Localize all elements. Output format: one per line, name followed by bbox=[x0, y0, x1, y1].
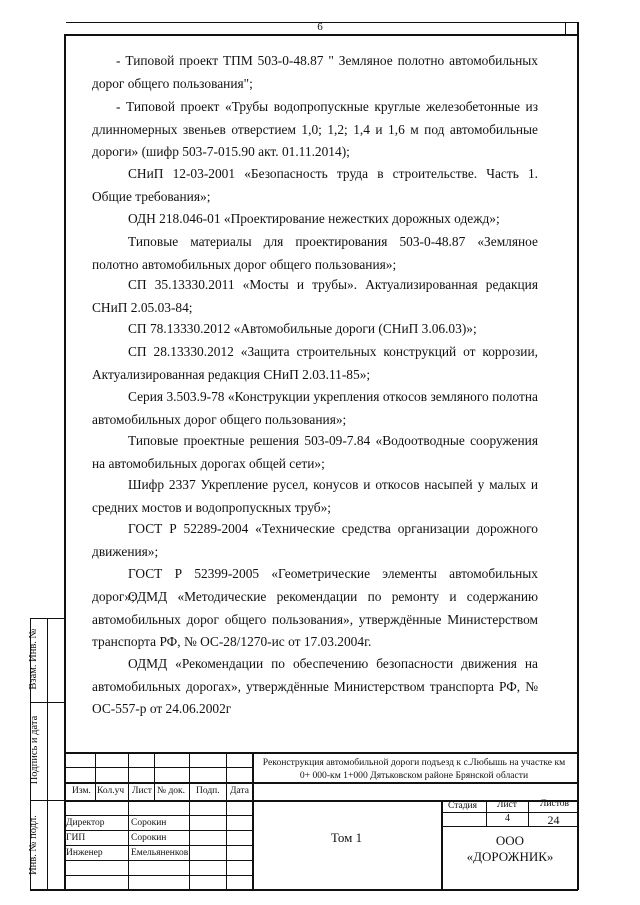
staff-name-1: Сорокин bbox=[131, 818, 167, 828]
paragraph-11: Шифр 2337 Укрепление русел, конусов и откосов насыпей у малых и средних мостов и водопропускных труб»; bbox=[92, 477, 538, 515]
sheet-value: 4 bbox=[505, 813, 510, 824]
tb-row-line-6 bbox=[64, 845, 252, 846]
paragraph-9: Серия 3.503.9-78 «Конструкции укрепления откосов земляного полотна автомобильных дорог общего пользования»; bbox=[92, 389, 538, 427]
paragraph-12: ГОСТ Р 52289-2004 «Технические средства организации дорожного движения»; bbox=[92, 521, 538, 559]
tb-col-kol bbox=[128, 752, 129, 890]
org-name-line1: ООО bbox=[495, 833, 525, 848]
rev-header-doc: № док. bbox=[157, 786, 186, 796]
tb-col-izm bbox=[95, 752, 96, 800]
rev-header-podp: Подп. bbox=[196, 786, 220, 796]
rev-header-izm: Изм. bbox=[72, 786, 91, 796]
frame-left-line bbox=[64, 34, 66, 890]
staff-role-1: Директор bbox=[66, 818, 105, 828]
inv-podl-label: Инв. № подл. bbox=[28, 815, 39, 875]
staff-role-2: ГИП bbox=[66, 833, 86, 843]
sheets-header: Листов bbox=[540, 799, 570, 809]
sheet-header: Лист bbox=[497, 800, 517, 810]
tb-row-line-7 bbox=[64, 860, 252, 861]
staff-role-3: Инженер bbox=[66, 848, 103, 858]
tb-row-line-4 bbox=[64, 815, 252, 816]
staff-name-2: Сорокин bbox=[131, 833, 167, 843]
tb-col-podp bbox=[226, 752, 227, 890]
rev-header-kol: Кол.уч bbox=[97, 786, 125, 796]
paragraph-4: ОДН 218.046-01 «Проектирование нежестких дорожных одежд»; bbox=[128, 211, 500, 226]
frame-right-line bbox=[577, 22, 579, 890]
volume-label: Том 1 bbox=[330, 830, 363, 845]
paragraph-10: Типовые проектные решения 503-09-7.84 «Водоотводные сооружения на автомобильных дорогах общей сети»; bbox=[92, 433, 538, 471]
tb-row-line-1 bbox=[64, 767, 252, 768]
tb-col-list bbox=[154, 752, 155, 800]
paragraph-1: - Типовой проект ТПМ 503-0-48.87 " Земляное полотно автомобильных дорог общего пользования"; bbox=[92, 53, 538, 91]
org-name-line2: «ДОРОЖНИК» bbox=[466, 849, 554, 864]
sheets-value: 24 bbox=[547, 813, 560, 827]
vzam-inv-label: Взам. Инв. № bbox=[28, 628, 39, 690]
tb-row-line-2 bbox=[64, 782, 578, 784]
stage-header: Стадия bbox=[448, 801, 477, 811]
podpis-data-label: Подпись и дата bbox=[29, 715, 40, 785]
frame-top-line bbox=[64, 34, 578, 36]
paragraph-14: ОДМД «Методические рекомендации по ремонту и содержанию автомобильных дорог общего пользования», утверждённые Министерством транспорта РФ, № ОС-28/1270-ис от 17.03.2004г. bbox=[92, 589, 538, 649]
frame-bottom-line bbox=[30, 889, 578, 891]
tb-row-line-8 bbox=[64, 875, 252, 876]
paragraph-3: СНиП 12-03-2001 «Безопасность труда в строительстве. Часть 1. Общие требования»; bbox=[92, 166, 538, 204]
page-number: 6 bbox=[317, 21, 323, 33]
tb-col-data bbox=[252, 752, 254, 890]
paragraph-2: - Типовой проект «Трубы водопропускные круглые железобетонные из длинномерных звеньев отверстием 1,0; 1,2; 1,4 и 1,6 м под автомобильные дороги» (шифр 503-7-015.90 акт. 01.11.2014); bbox=[92, 99, 538, 159]
tb-col-doc bbox=[189, 752, 190, 890]
tb-top-line bbox=[64, 752, 578, 754]
staff-name-3: Емельяненков bbox=[131, 848, 189, 858]
paragraph-15: ОДМД «Рекомендации по обеспечению безопасности движения на автомобильных дорогах», утверждённые Министерством транспорта РФ, № ОС-557-р от 24.06.2002г bbox=[92, 656, 538, 716]
tb-row-line-5 bbox=[64, 830, 252, 831]
paragraph-7: СП 78.13330.2012 «Автомобильные дороги (СНиП 3.06.03)»; bbox=[128, 321, 477, 336]
paragraph-13: ГОСТ Р 52399-2005 «Геометрические элементы автомобильных дорог»; bbox=[92, 566, 538, 604]
rev-header-list: Лист bbox=[132, 786, 152, 796]
page-number-box-right bbox=[565, 22, 566, 35]
paragraph-5: Типовые материалы для проектирования 503-0-48.87 «Земляное полотно автомобильных дорог общего пользования»; bbox=[92, 234, 538, 272]
paragraph-8: СП 28.13330.2012 «Защита строительных конструкций от коррозии, Актуализированная редакция СНиП 2.03.11-85»; bbox=[92, 344, 538, 382]
side-col-mid-line bbox=[47, 618, 48, 890]
paragraph-6: СП 35.13330.2011 «Мосты и трубы». Актуализированная редакция СНиП 2.05.03-84; bbox=[92, 277, 538, 315]
project-title: Реконструкция автомобильной дороги подъезд к с.Любышь на участке км 0+ 000-км 1+000 Дятьковском районе Брянской области bbox=[262, 757, 566, 781]
rev-header-data: Дата bbox=[230, 786, 249, 796]
